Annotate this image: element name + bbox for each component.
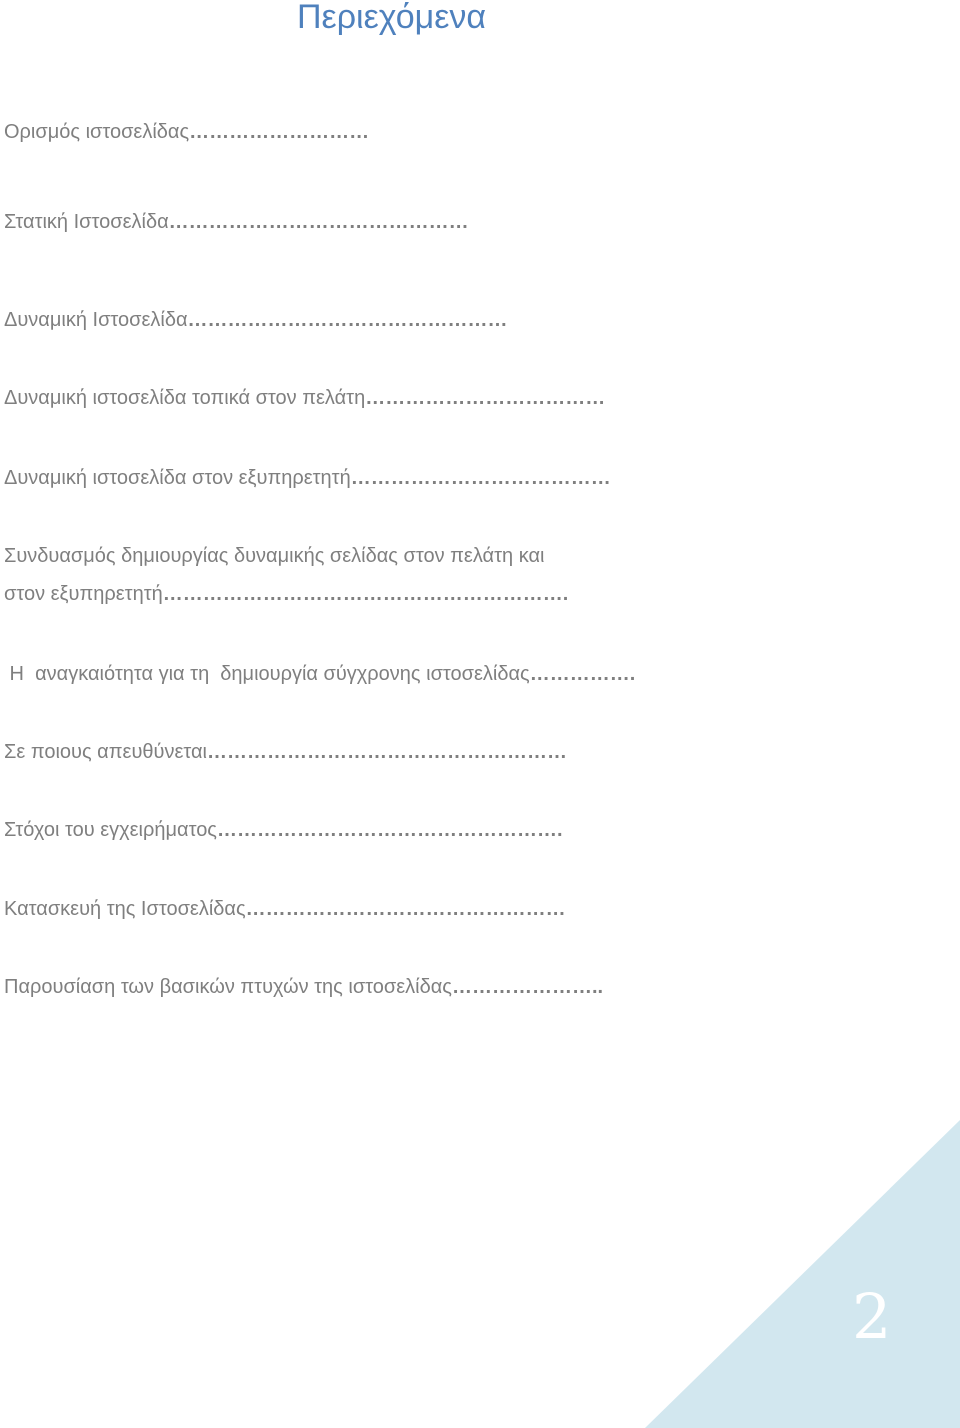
toc-leader-dots: ………………………………………… — [187, 309, 508, 331]
toc-entry-label: Στόχοι του εγχειρήματος — [4, 819, 217, 841]
toc-entry-label: Δυναμική ιστοσελίδα τοπικά στον πελάτη — [4, 387, 366, 409]
toc-leader-dots: ………………………………… — [350, 467, 611, 489]
toc-entry-label-line1: Συνδυασμός δημιουργίας δυναμικής σελίδας στον πελάτη και — [4, 545, 545, 567]
toc-entry-label: Ορισμός ιστοσελίδας — [4, 121, 190, 143]
toc-entry-label: Δυναμική ιστοσελίδα στον εξυπηρετητή — [4, 467, 351, 489]
toc-entry-label: Παρουσίαση των βασικών πτυχών της ιστοσελίδας — [4, 976, 452, 998]
corner-triangle — [645, 1120, 960, 1428]
page-title: Περιεχόμενα — [297, 0, 487, 36]
toc-leader-dots: ……………. — [529, 663, 636, 685]
toc-entry-label: Σε ποιους απευθύνεται — [4, 741, 207, 763]
page-number: 2 — [852, 1280, 892, 1353]
toc-entry-label-line2: στον εξυπηρετητή — [4, 583, 163, 605]
toc-leader-dots: ……………………………………………… — [207, 741, 567, 763]
toc-leader-dots: ………………….. — [451, 976, 604, 998]
toc-leader-dots: ……………………… — [189, 121, 370, 143]
toc-leader-dots: ……………………………………………. — [216, 819, 563, 841]
toc-leader-dots: ……………………………………………………. — [162, 583, 569, 605]
toc-leader-dots: ……………………………… — [365, 387, 606, 409]
toc-entry-label: Δυναμική Ιστοσελίδα — [4, 309, 188, 331]
toc-leader-dots: ……………………………………… — [168, 211, 469, 233]
toc-entry-label: Η αναγκαιότητα για τη δημιουργία σύγχρονης ιστοσελίδας — [4, 663, 530, 685]
toc-entry-label: Κατασκευή της Ιστοσελίδας — [4, 898, 246, 920]
toc-entry-label: Στατική Ιστοσελίδα — [4, 211, 169, 233]
toc-leader-dots: ………………………………………… — [245, 898, 566, 920]
